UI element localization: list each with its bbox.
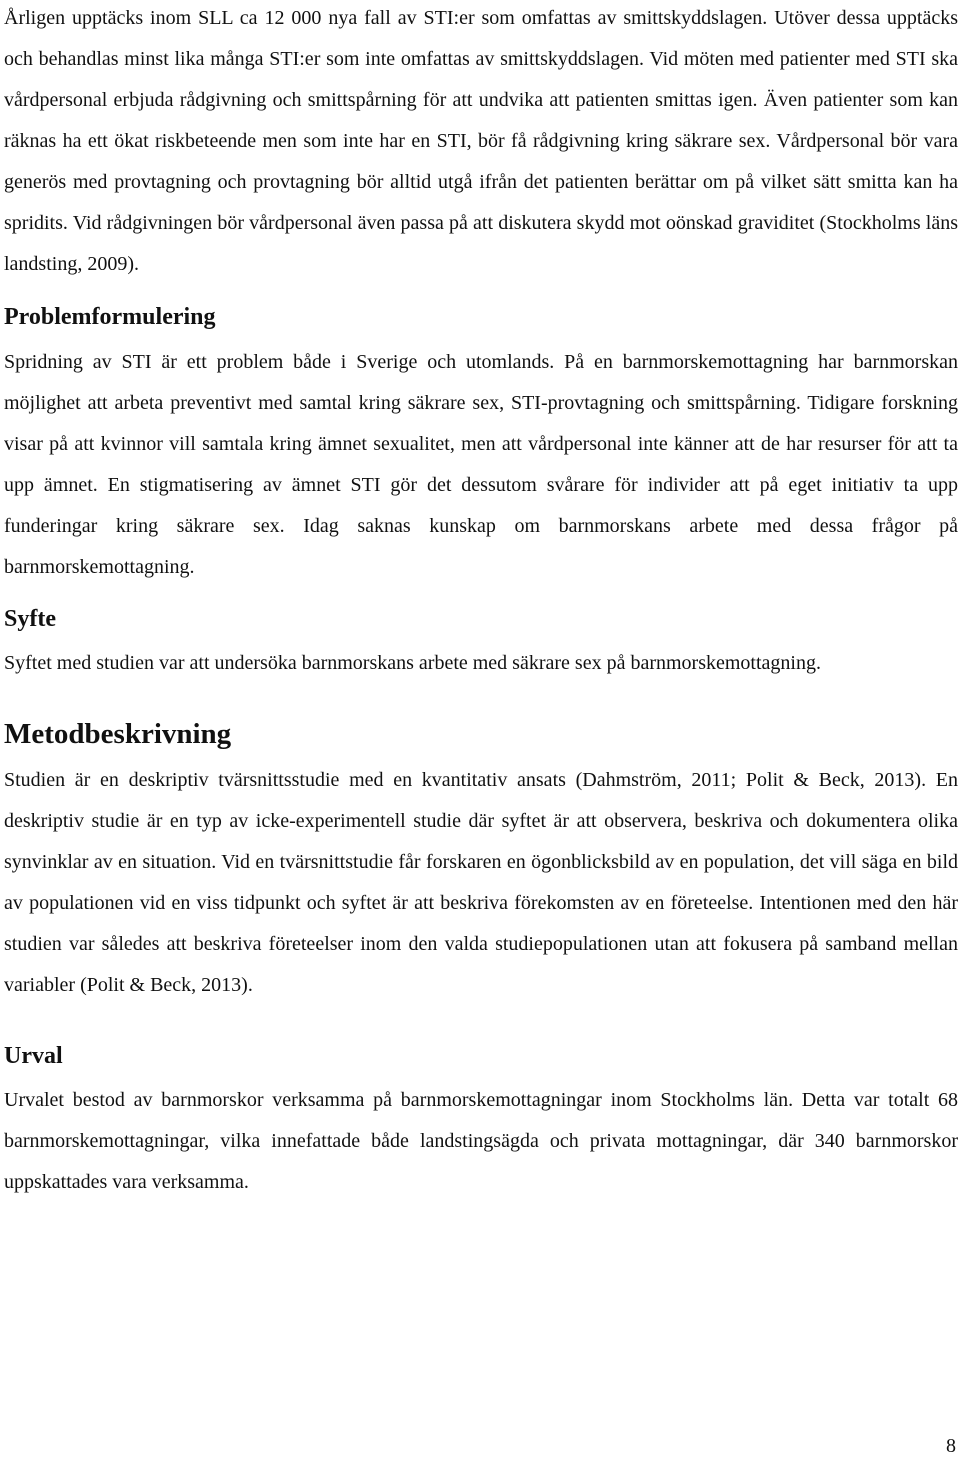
paragraph-urval: Urvalet bestod av barnmorskor verksamma på barnmorskemottagningar inom Stockholms län. Detta var totalt 68 barnmorskemottagningar, vilka innefattade både landstingsägda och privata mottagningar, där 340 barnmorskor uppskattades vara verksamma. xyxy=(4,1089,958,1194)
heading-metodbeskrivning: Metodbeskrivning xyxy=(4,717,232,750)
intro-paragraph: Årligen upptäcks inom SLL ca 12 000 nya fall av STI:er som omfattas av smittskyddslagen. Utöver dessa upptäcks och behandlas minst lika många STI:er som inte omfattas av smittskyddslagen. Vid möten med patienter med STI ska vårdpersonal erbjuda rådgivning och smittspårning för att undvika att patienten smittas igen. Även patienter som kan räknas ha ett ökat riskbeteende men som inte har en STI, bör få rådgivning kring säkrare sex. Vårdpersonal bör vara generös med provtagning och provtagning bör alltid utgå ifrån det patienten berättar om på vilket sätt smitta kan ha spridits. Vid rådgivningen bör vårdpersonal även passa på att diskutera skydd mot oönskad graviditet (Stockholms läns landsting, 2009). xyxy=(4,7,958,275)
paragraph-syfte: Syftet med studien var att undersöka barnmorskans arbete med säkrare sex på barnmorskemottagning. xyxy=(4,651,821,674)
heading-syfte: Syfte xyxy=(4,605,56,632)
heading-problemformulering: Problemformulering xyxy=(4,304,216,330)
page-body xyxy=(4,0,958,1203)
page-number: 8 xyxy=(946,1435,956,1457)
paragraph-problemformulering: Spridning av STI är ett problem både i Sverige och utomlands. På en barnmorskemottagning har barnmorskan möjlighet att arbeta preventivt med samtal kring säkrare sex, STI-provtagning och smittspårning. Tidigare forskning visar på att kvinnor vill samtala kring ämnet sexualitet, men att vårdpersonal inte känner att de har resurser för att ta upp ämnet. En stigmatisering av ämnet STI gör det dessutom svårare för individer att på eget initiativ ta upp funderingar kring säkrare sex. Idag saknas kunskap om barnmorskans arbete med dessa frågor på barnmorskemottagning. xyxy=(4,350,958,578)
paragraph-metodbeskrivning: Studien är en deskriptiv tvärsnittsstudie med en kvantitativ ansats (Dahmström, 2011; Polit & Beck, 2013). En deskriptiv studie är en typ av icke-experimentell studie där syftet är att observera, beskriva och dokumentera olika synvinklar av en situation. Vid en tvärsnittstudie får forskaren en ögonblicksbild av en population, det vill säga en bild av populationen vid en viss tidpunkt och syftet är att beskriva förekomsten av en företeelse. Intentionen med den här studien var således att beskriva företeelser inom den valda studiepopulationen utan att fokusera på samband mellan variabler (Polit & Beck, 2013). xyxy=(4,769,958,997)
heading-urval: Urval xyxy=(4,1043,63,1070)
